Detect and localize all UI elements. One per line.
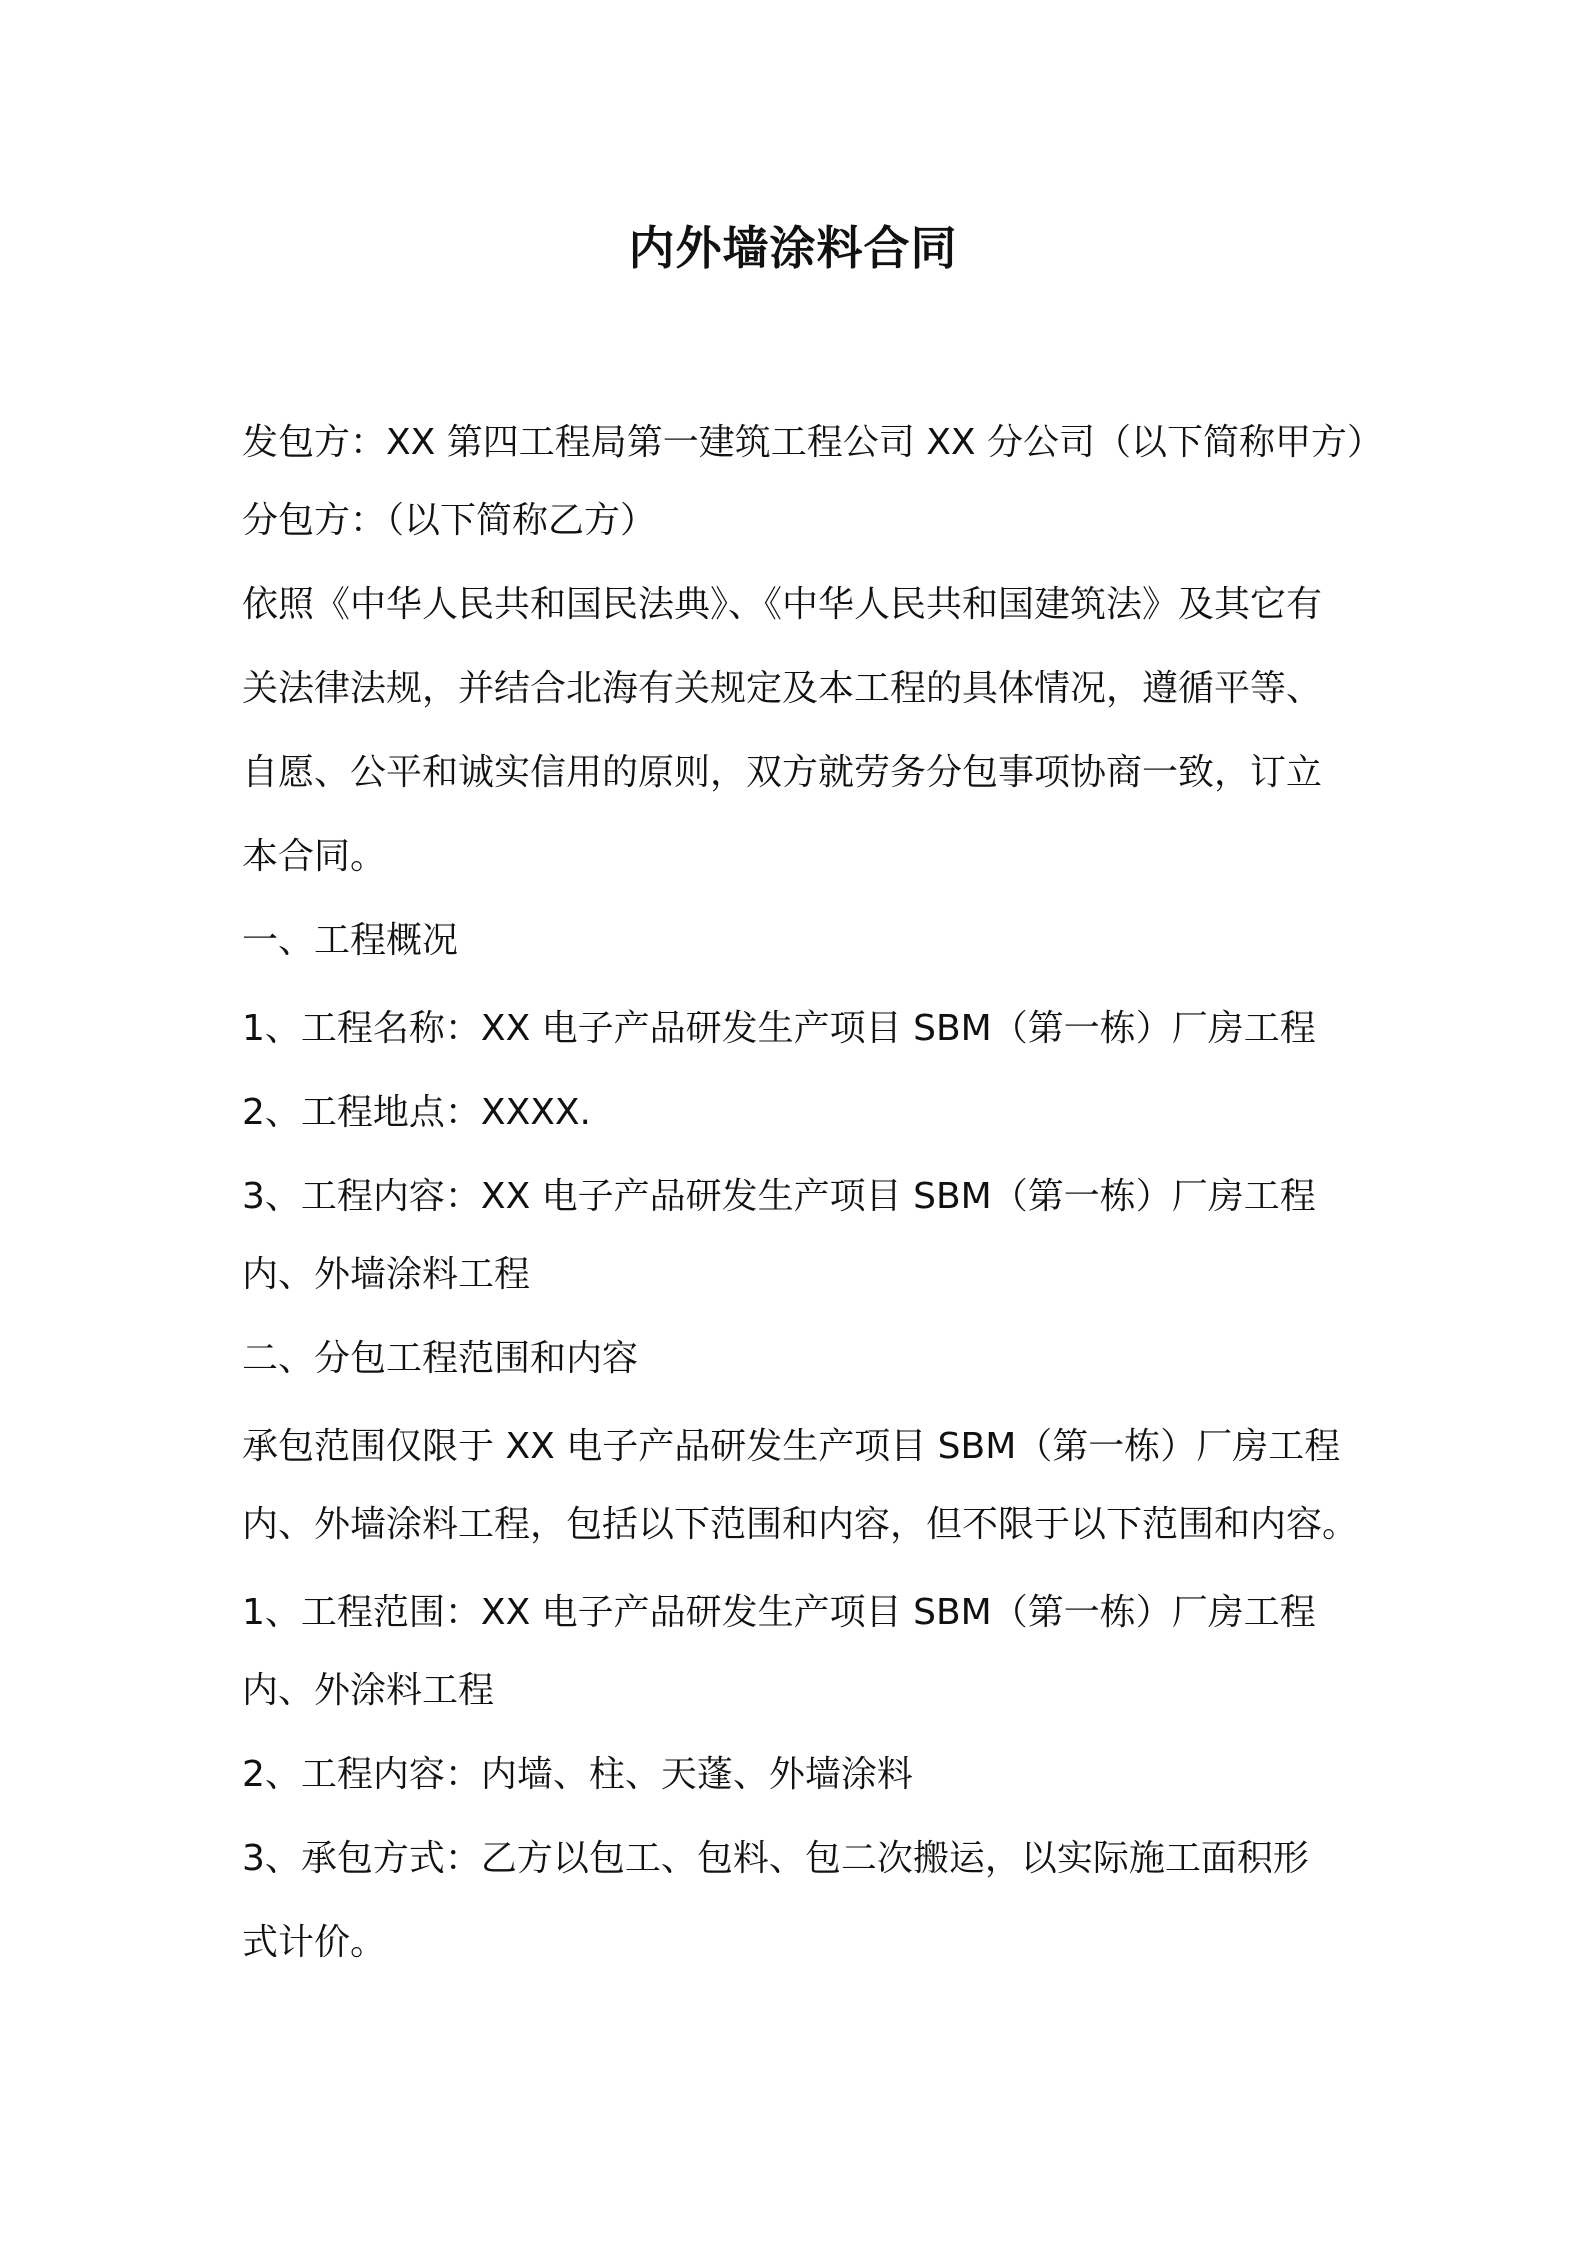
preamble-line-2: 关法律法规，并结合北海有关规定及本工程的具体情况，遵循平等、 — [242, 668, 1323, 709]
party-a-line: 发包方：XX 第四工程局第一建筑工程公司 XX 分公司（以下简称甲方） — [242, 422, 1383, 463]
contract-method-line-1: 3、承包方式：乙方以包工、包料、包二次搬运，以实际施工面积形 — [242, 1838, 1309, 1879]
project-location-line: 2、工程地点：XXXX. — [242, 1092, 591, 1133]
contract-method-line-2: 式计价。 — [242, 1922, 387, 1963]
scope-content-line: 2、工程内容：内墙、柱、天蓬、外墙涂料 — [242, 1754, 913, 1795]
party-b-line: 分包方：（以下简称乙方） — [242, 500, 657, 541]
section-heading-1: 一、工程概况 — [242, 920, 459, 961]
scope-line-1: 承包范围仅限于 XX 电子产品研发生产项目 SBM（第一栋）厂房工程 — [242, 1426, 1341, 1467]
scope-range-line-1: 1、工程范围：XX 电子产品研发生产项目 SBM（第一栋）厂房工程 — [242, 1592, 1316, 1633]
scope-line-2: 内、外墙涂料工程，包括以下范围和内容，但不限于以下范围和内容。 — [242, 1504, 1359, 1545]
preamble-line-4: 本合同。 — [242, 836, 387, 877]
project-name-line: 1、工程名称：XX 电子产品研发生产项目 SBM（第一栋）厂房工程 — [242, 1008, 1316, 1049]
document-title: 内外墙涂料合同 — [628, 221, 958, 275]
project-content-line-1: 3、工程内容：XX 电子产品研发生产项目 SBM（第一栋）厂房工程 — [242, 1176, 1316, 1217]
preamble-line-3: 自愿、公平和诚实信用的原则，双方就劳务分包事项协商一致，订立 — [242, 752, 1323, 793]
project-content-line-2: 内、外墙涂料工程 — [242, 1254, 531, 1295]
preamble-line-1: 依照《中华人民共和国民法典》、《中华人民共和国建筑法》及其它有 — [242, 584, 1323, 625]
section-heading-2: 二、分包工程范围和内容 — [242, 1338, 639, 1379]
scope-range-line-2: 内、外涂料工程 — [242, 1670, 495, 1711]
